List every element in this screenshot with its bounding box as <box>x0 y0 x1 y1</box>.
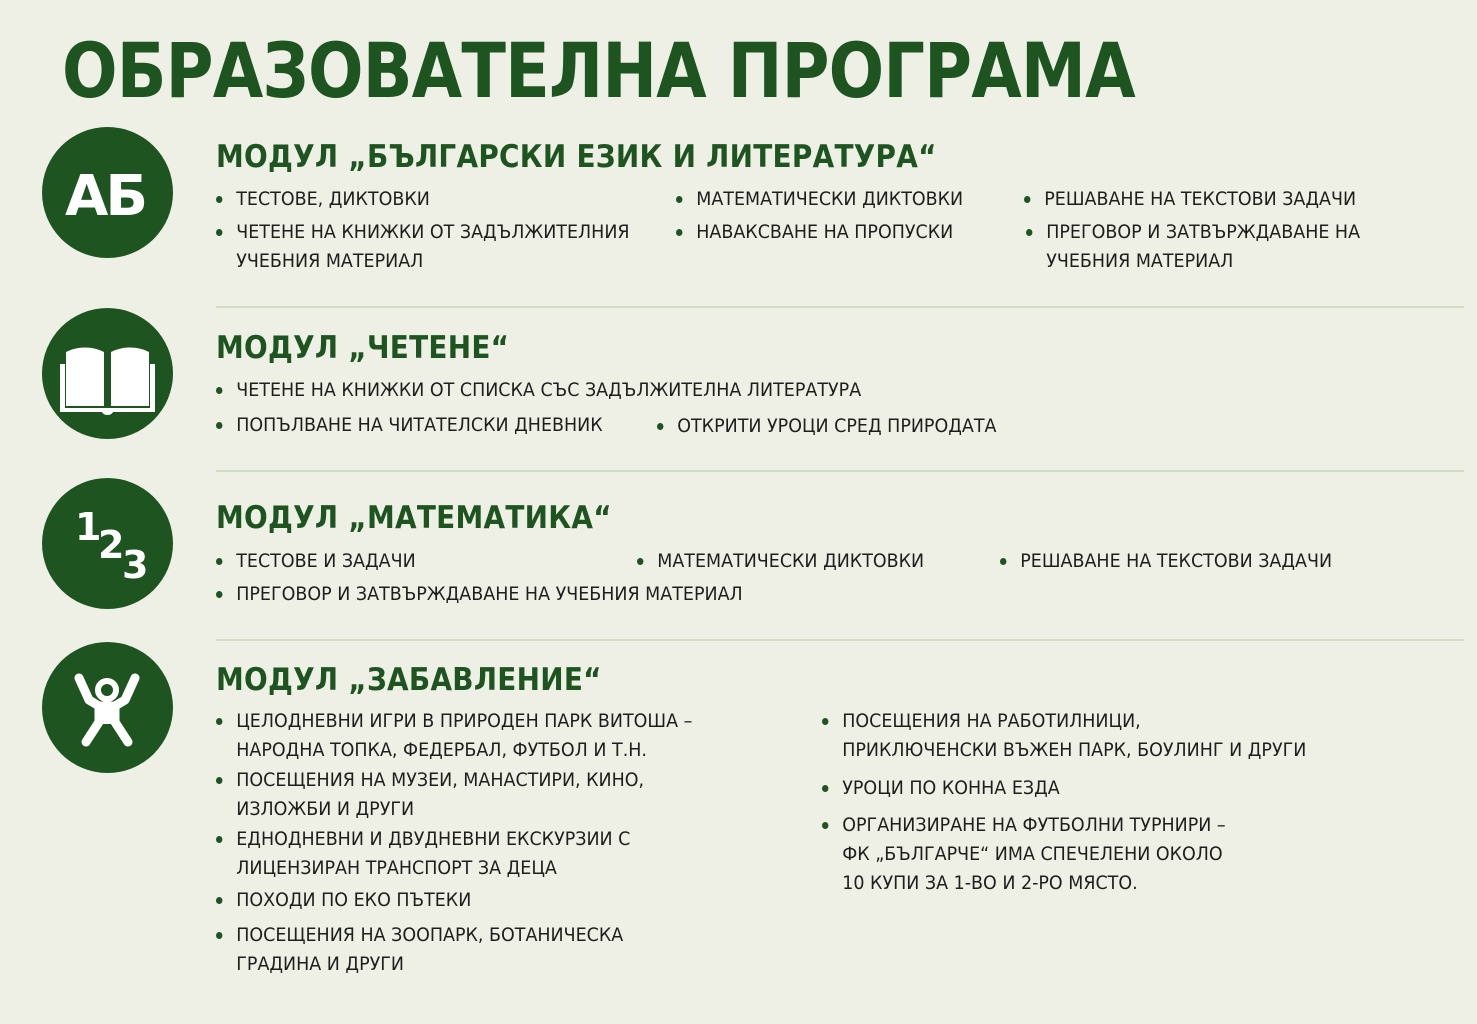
numbers-icon-two: 2 <box>98 523 125 567</box>
module-title-fun: МОДУЛ „ЗАБАВЛЕНИЕ“ <box>216 662 602 698</box>
numbers-icon-one: 1 <box>75 505 102 549</box>
list-item: ЧЕТЕНЕ НА КНИЖКИ ОТ ЗАДЪЛЖИТЕЛНИЯ УЧЕБНИЯ МАТЕРИАЛ <box>216 218 630 276</box>
list-item: МАТЕМАТИЧЕСКИ ДИКТОВКИ <box>676 185 963 214</box>
list-item: РЕШАВАНЕ НА ТЕКСТОВИ ЗАДАЧИ <box>1024 185 1356 214</box>
module-title-math: МОДУЛ „МАТЕМАТИКА“ <box>216 500 612 536</box>
page-title: ОБРАЗОВАТЕЛНА ПРОГРАМА <box>62 26 1135 115</box>
list-item: ПОСЕЩЕНИЯ НА МУЗЕИ, МАНАСТИРИ, КИНО, ИЗЛОЖБИ И ДРУГИ <box>216 766 644 824</box>
module-title-bulgarian: МОДУЛ „БЪЛГАРСКИ ЕЗИК И ЛИТЕРАТУРА“ <box>216 139 937 175</box>
module-title-reading: МОДУЛ „ЧЕТЕНЕ“ <box>216 330 510 366</box>
list-item: ПОСЕЩЕНИЯ НА ЗООПАРК, БОТАНИЧЕСКА ГРАДИНА И ДРУГИ <box>216 921 623 979</box>
jumping-person-icon <box>42 642 173 773</box>
divider <box>216 306 1464 308</box>
list-item: ПРЕГОВОР И ЗАТВЪРЖДАВАНЕ НА УЧЕБНИЯ МАТЕРИАЛ <box>1026 218 1360 276</box>
list-item: ПОХОДИ ПО ЕКО ПЪТЕКИ <box>216 886 471 915</box>
list-item: ТЕСТОВЕ, ДИКТОВКИ <box>216 185 430 214</box>
list-item: РЕШАВАНЕ НА ТЕКСТОВИ ЗАДАЧИ <box>1000 547 1332 576</box>
list-item: ЦЕЛОДНЕВНИ ИГРИ В ПРИРОДЕН ПАРК ВИТОША – НАРОДНА ТОПКА, ФЕДЕРБАЛ, ФУТБОЛ И Т.Н. <box>216 707 692 765</box>
list-item: УРОЦИ ПО КОННА ЕЗДА <box>822 774 1060 803</box>
list-item: ПРЕГОВОР И ЗАТВЪРЖДАВАНЕ НА УЧЕБНИЯ МАТЕРИАЛ <box>216 580 743 609</box>
list-item: ЕДНОДНЕВНИ И ДВУДНЕВНИ ЕКСКУРЗИИ С ЛИЦЕНЗИРАН ТРАНСПОРТ ЗА ДЕЦА <box>216 825 630 883</box>
list-item: ПОПЪЛВАНЕ НА ЧИТАТЕЛСКИ ДНЕВНИК <box>216 411 603 440</box>
list-item: ПОСЕЩЕНИЯ НА РАБОТИЛНИЦИ, ПРИКЛЮЧЕНСКИ ВЪЖЕН ПАРК, БОУЛИНГ И ДРУГИ <box>822 707 1306 765</box>
divider <box>216 639 1464 641</box>
list-item: ОРГАНИЗИРАНЕ НА ФУТБОЛНИ ТУРНИРИ – ФК „БЪЛГАРЧЕ“ ИМА СПЕЧЕЛЕНИ ОКОЛО 10 КУПИ ЗА 1-ВО И 2-РО МЯСТО. <box>822 811 1226 898</box>
divider <box>216 470 1464 472</box>
list-item: ЧЕТЕНЕ НА КНИЖКИ ОТ СПИСКА СЪС ЗАДЪЛЖИТЕЛНА ЛИТЕРАТУРА <box>216 376 861 405</box>
numbers-icon-three: 3 <box>122 543 149 587</box>
letters-icon <box>42 127 173 258</box>
list-item: ТЕСТОВЕ И ЗАДАЧИ <box>216 547 416 576</box>
list-item: МАТЕМАТИЧЕСКИ ДИКТОВКИ <box>637 547 924 576</box>
numbers-icon <box>42 478 173 609</box>
letters-icon-text: АБ <box>64 164 146 229</box>
list-item: НАВАКСВАНЕ НА ПРОПУСКИ <box>676 218 953 247</box>
open-book-icon <box>42 308 173 439</box>
list-item: ОТКРИТИ УРОЦИ СРЕД ПРИРОДАТА <box>657 412 996 441</box>
